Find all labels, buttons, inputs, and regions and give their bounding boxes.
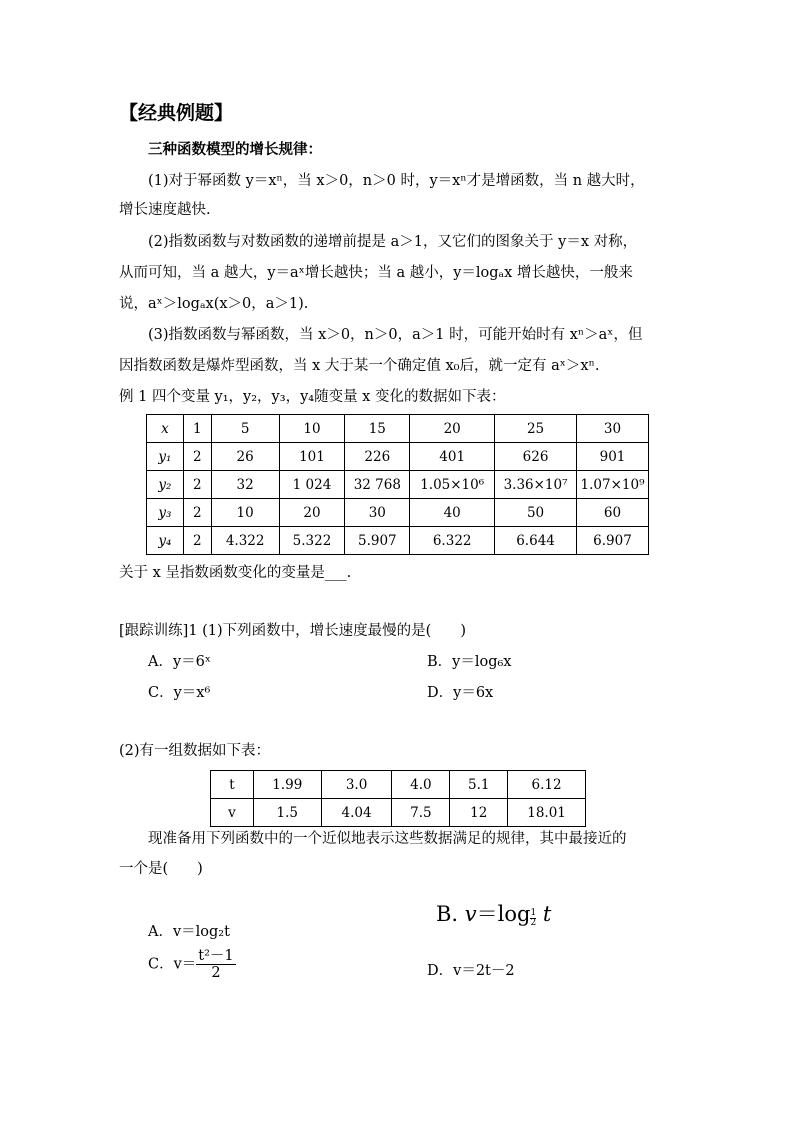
table-cell: 6.907 <box>577 527 649 555</box>
table-cell: 4.0 <box>392 771 450 799</box>
training-option-c: C．y＝x⁶ <box>148 685 211 701</box>
table-cell: 4.322 <box>211 527 279 555</box>
table-cell: 10 <box>279 415 345 443</box>
rule2-line1: (2)指数函数与对数函数的递增前提是 a＞1，又它们的图象关于 y＝x 对称， <box>148 234 638 250</box>
rule3-line2: 因指数函数是爆炸型函数，当 x 大于某一个确定值 x₀后，就一定有 aˣ＞xⁿ. <box>119 358 600 374</box>
table-cell: 5.907 <box>345 527 410 555</box>
table-cell: 5.322 <box>279 527 345 555</box>
table-cell: x <box>147 415 184 443</box>
option-c-fraction <box>196 948 235 981</box>
table-cell: 5 <box>211 415 279 443</box>
part2-option-d: D．v＝2t－2 <box>427 963 515 979</box>
table-cell: 15 <box>345 415 410 443</box>
table-cell: t <box>211 771 254 799</box>
part2-option-c <box>148 948 236 981</box>
option-b-prefix: B. <box>436 902 459 926</box>
table-cell: 3.0 <box>321 771 392 799</box>
table-cell: 50 <box>495 499 577 527</box>
table-cell: 1.07×10⁹ <box>577 471 649 499</box>
table-cell: 2 <box>183 499 211 527</box>
table-cell: 6.322 <box>410 527 495 555</box>
table-cell: y₃ <box>147 499 184 527</box>
table-cell: 1 <box>183 415 211 443</box>
table-cell: 20 <box>410 415 495 443</box>
table-cell: 20 <box>279 499 345 527</box>
training-question: [跟踪训练]1 (1)下列函数中，增长速度最慢的是( ) <box>119 623 466 639</box>
table-cell: 7.5 <box>392 799 450 827</box>
table-cell: y₁ <box>147 443 184 471</box>
part2-question-line1: 现准备用下列函数中的一个近似地表示这些数据满足的规律，其中最接近的 <box>148 831 627 847</box>
option-c-prefix: C．v＝ <box>148 956 197 973</box>
option-b-log-base <box>530 909 536 928</box>
example1-table <box>146 414 649 555</box>
table-cell: y₄ <box>147 527 184 555</box>
table-row <box>211 771 586 799</box>
log-base-numerator: 1 <box>530 908 537 918</box>
table-cell: 10 <box>211 499 279 527</box>
table-cell: 32 768 <box>345 471 410 499</box>
table-cell: 226 <box>345 443 410 471</box>
table-cell: 6.12 <box>508 771 586 799</box>
option-b-variable: v <box>464 902 477 926</box>
table-cell: 401 <box>410 443 495 471</box>
table-cell: 101 <box>279 443 345 471</box>
table-cell: 5.1 <box>450 771 508 799</box>
example1-intro: 例 1 四个变量 y₁，y₂，y₃，y₄随变量 x 变化的数据如下表： <box>119 389 506 405</box>
part2-intro: (2)有一组数据如下表： <box>119 743 271 759</box>
table-row <box>147 415 649 443</box>
rule2-line3: 说，aˣ＞logₐx(x＞0，a＞1). <box>119 296 309 312</box>
training-option-d: D．y＝6x <box>427 685 494 701</box>
training-option-b: B．y＝log₆x <box>427 654 512 670</box>
table-cell: 4.04 <box>321 799 392 827</box>
rule2-line2: 从而可知，当 a 越大，y＝aˣ增长越快；当 a 越小，y＝logₐx 增长越快，一般来 <box>119 265 633 281</box>
log-base-denominator: 2 <box>530 918 537 928</box>
table-cell: 901 <box>577 443 649 471</box>
table-cell: 12 <box>450 799 508 827</box>
option-b-equals-log: ＝log <box>476 902 531 926</box>
example1-question: 关于 x 呈指数函数变化的变量是___. <box>119 565 352 581</box>
rule1-line2: 增长速度越快. <box>119 202 211 218</box>
table-cell: y₂ <box>147 471 184 499</box>
table-row <box>147 527 649 555</box>
table-cell: 30 <box>345 499 410 527</box>
option-b-argument: t <box>542 902 552 926</box>
training-option-a: A．y＝6ˣ <box>148 654 212 670</box>
option-c-denominator: 2 <box>211 965 221 981</box>
option-c-numerator: t²－1 <box>198 948 234 964</box>
table-cell: v <box>211 799 254 827</box>
table-cell: 25 <box>495 415 577 443</box>
table-cell: 26 <box>211 443 279 471</box>
table-cell: 2 <box>183 443 211 471</box>
table-cell: 32 <box>211 471 279 499</box>
rules-heading: 三种函数模型的增长规律： <box>148 141 322 158</box>
table-cell: 3.36×10⁷ <box>495 471 577 499</box>
part2-option-a: A．v＝log₂t <box>148 924 230 940</box>
table-row <box>211 799 586 827</box>
table-cell: 2 <box>183 527 211 555</box>
part2-option-b <box>436 898 551 928</box>
table-row <box>147 443 649 471</box>
table-cell: 40 <box>410 499 495 527</box>
table-cell: 60 <box>577 499 649 527</box>
table-cell: 626 <box>495 443 577 471</box>
part2-table <box>210 770 586 827</box>
table-cell: 1.05×10⁶ <box>410 471 495 499</box>
table-row <box>147 499 649 527</box>
section-title: 【经典例题】 <box>119 102 234 124</box>
table-cell: 1.99 <box>253 771 321 799</box>
part2-question-line2: 一个是( ) <box>119 861 203 877</box>
rule1-line1: (1)对于幂函数 y＝xⁿ，当 x＞0，n＞0 时，y＝xⁿ才是增函数，当 n 越大时， <box>148 173 645 189</box>
table-cell: 1.5 <box>253 799 321 827</box>
table-row <box>147 471 649 499</box>
table-cell: 6.644 <box>495 527 577 555</box>
table-cell: 30 <box>577 415 649 443</box>
table-cell: 2 <box>183 471 211 499</box>
table-cell: 1 024 <box>279 471 345 499</box>
table-cell: 18.01 <box>508 799 586 827</box>
rule3-line1: (3)指数函数与幂函数，当 x＞0，n＞0，a＞1 时，可能开始时有 xⁿ＞aˣ，但 <box>148 327 643 343</box>
